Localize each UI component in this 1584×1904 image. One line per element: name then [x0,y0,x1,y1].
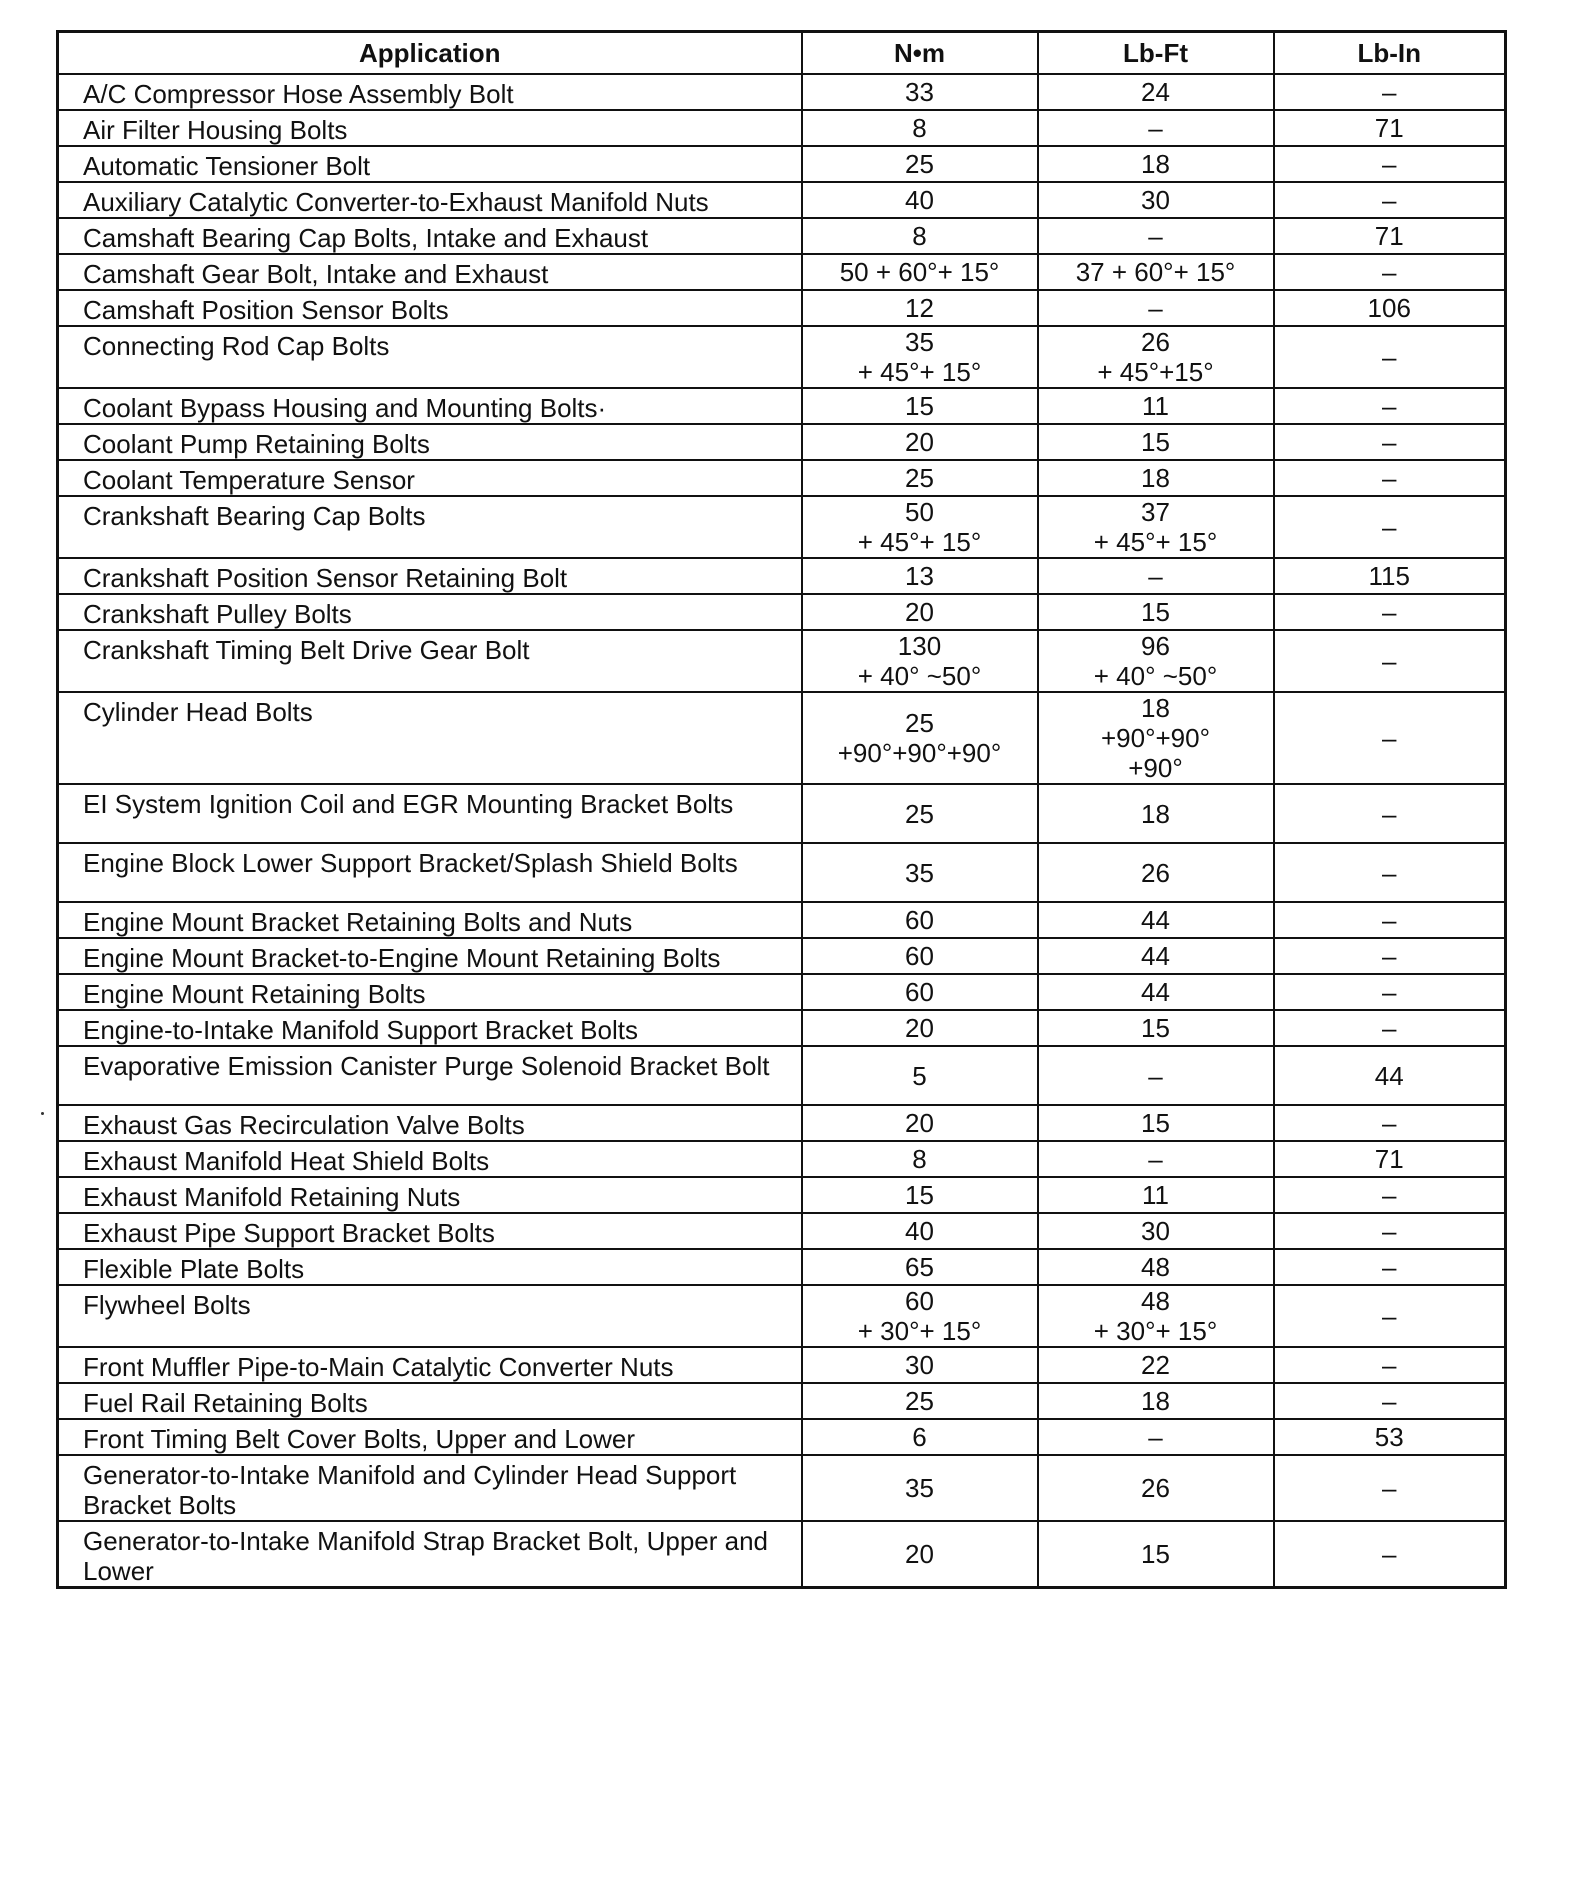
table-row [58,1046,1506,1105]
table-row [58,254,1506,290]
cell-lb-ft: 15 [1038,594,1274,630]
cell-lb-ft: 37 + 45°+ 15° [1038,496,1274,558]
cell-application: Front Timing Belt Cover Bolts, Upper and Lower [58,1419,802,1455]
cell-nm: 25 [802,146,1038,182]
header-application: Application [58,32,802,75]
cell-application: Engine Mount Bracket-to-Engine Mount Retaining Bolts [58,938,802,974]
cell-application: Engine Mount Retaining Bolts [58,974,802,1010]
cell-lb-in: – [1274,843,1506,902]
cell-lb-ft: – [1038,290,1274,326]
cell-nm: 20 [802,594,1038,630]
cell-lb-in: – [1274,784,1506,843]
table-row [58,1419,1506,1455]
cell-application: A/C Compressor Hose Assembly Bolt [58,74,802,110]
cell-nm: 33 [802,74,1038,110]
cell-lb-in: – [1274,1010,1506,1046]
table-row [58,1383,1506,1419]
cell-nm: 20 [802,424,1038,460]
cell-application: Camshaft Bearing Cap Bolts, Intake and Exhaust [58,218,802,254]
cell-application: Exhaust Manifold Heat Shield Bolts [58,1141,802,1177]
cell-lb-in: – [1274,1177,1506,1213]
cell-application: Connecting Rod Cap Bolts [58,326,802,388]
cell-lb-in: – [1274,1521,1506,1588]
cell-lb-ft: 18 [1038,146,1274,182]
cell-lb-in: – [1274,182,1506,218]
cell-lb-ft: – [1038,1419,1274,1455]
cell-lb-in: – [1274,1213,1506,1249]
cell-nm: 40 [802,1213,1038,1249]
cell-lb-in: – [1274,594,1506,630]
table-row [58,218,1506,254]
cell-nm: 65 [802,1249,1038,1285]
table-row [58,784,1506,843]
cell-nm: 40 [802,182,1038,218]
cell-nm: 35 [802,1455,1038,1521]
cell-lb-ft: 48 + 30°+ 15° [1038,1285,1274,1347]
cell-lb-in: – [1274,974,1506,1010]
cell-lb-in: – [1274,1455,1506,1521]
table-row [58,1177,1506,1213]
cell-application: Fuel Rail Retaining Bolts [58,1383,802,1419]
cell-application: Coolant Temperature Sensor [58,460,802,496]
cell-nm: 13 [802,558,1038,594]
table-row [58,1285,1506,1347]
table-row [58,388,1506,424]
table-row [58,326,1506,388]
cell-lb-ft: 26 [1038,843,1274,902]
cell-lb-ft: 30 [1038,1213,1274,1249]
cell-nm: 20 [802,1105,1038,1141]
table-row [58,290,1506,326]
cell-lb-ft: 11 [1038,1177,1274,1213]
cell-nm: 50 + 60°+ 15° [802,254,1038,290]
cell-lb-in: – [1274,1285,1506,1347]
cell-lb-ft: – [1038,218,1274,254]
table-row [58,630,1506,692]
cell-nm: 15 [802,388,1038,424]
table-row [58,182,1506,218]
cell-lb-ft: 44 [1038,938,1274,974]
cell-lb-in: – [1274,692,1506,784]
cell-lb-in: – [1274,74,1506,110]
cell-nm: 8 [802,218,1038,254]
table-row [58,424,1506,460]
table-row [58,902,1506,938]
cell-lb-ft: 37 + 60°+ 15° [1038,254,1274,290]
table-row [58,460,1506,496]
cell-application: Crankshaft Position Sensor Retaining Bolt [58,558,802,594]
cell-lb-in: – [1274,424,1506,460]
cell-lb-ft: – [1038,1046,1274,1105]
cell-application: Engine-to-Intake Manifold Support Bracket Bolts [58,1010,802,1046]
table-row [58,496,1506,558]
cell-application: Engine Block Lower Support Bracket/Splash Shield Bolts [58,843,802,902]
cell-application: Exhaust Pipe Support Bracket Bolts [58,1213,802,1249]
cell-application: Engine Mount Bracket Retaining Bolts and Nuts [58,902,802,938]
cell-nm: 20 [802,1521,1038,1588]
cell-nm: 15 [802,1177,1038,1213]
cell-nm: 25 [802,1383,1038,1419]
cell-lb-ft: 44 [1038,974,1274,1010]
cell-application: Evaporative Emission Canister Purge Solenoid Bracket Bolt [58,1046,802,1105]
cell-lb-ft: 15 [1038,424,1274,460]
cell-application: Camshaft Gear Bolt, Intake and Exhaust [58,254,802,290]
cell-lb-in: – [1274,496,1506,558]
cell-lb-ft: 18 [1038,784,1274,843]
cell-nm: 130 + 40° ~50° [802,630,1038,692]
table-row [58,1455,1506,1521]
table-row [58,692,1506,784]
cell-lb-in: 71 [1274,110,1506,146]
table-row [58,1105,1506,1141]
cell-lb-ft: 96 + 40° ~50° [1038,630,1274,692]
table-row [58,938,1506,974]
cell-nm: 25 [802,784,1038,843]
torque-spec-table [56,30,1507,1589]
cell-lb-ft: 15 [1038,1521,1274,1588]
table-row [58,843,1506,902]
table-row [58,1213,1506,1249]
cell-application: Automatic Tensioner Bolt [58,146,802,182]
table-row [58,1141,1506,1177]
cell-nm: 60 [802,974,1038,1010]
cell-application: Exhaust Gas Recirculation Valve Bolts [58,1105,802,1141]
cell-application: Crankshaft Pulley Bolts [58,594,802,630]
cell-lb-in: 115 [1274,558,1506,594]
cell-lb-ft: 18 [1038,1383,1274,1419]
cell-lb-in: 44 [1274,1046,1506,1105]
cell-nm: 20 [802,1010,1038,1046]
cell-lb-in: 53 [1274,1419,1506,1455]
cell-lb-ft: 26 + 45°+15° [1038,326,1274,388]
cell-application: Exhaust Manifold Retaining Nuts [58,1177,802,1213]
cell-lb-in: – [1274,1105,1506,1141]
cell-nm: 50 + 45°+ 15° [802,496,1038,558]
cell-lb-in: 71 [1274,1141,1506,1177]
cell-lb-in: – [1274,938,1506,974]
cell-nm: 35 + 45°+ 15° [802,326,1038,388]
cell-application: Flexible Plate Bolts [58,1249,802,1285]
table-row [58,558,1506,594]
cell-lb-ft: – [1038,110,1274,146]
cell-lb-ft: – [1038,1141,1274,1177]
cell-application: Cylinder Head Bolts [58,692,802,784]
cell-nm: 60 [802,938,1038,974]
cell-nm: 8 [802,1141,1038,1177]
cell-nm: 35 [802,843,1038,902]
cell-lb-ft: 48 [1038,1249,1274,1285]
table-row [58,1347,1506,1383]
cell-application: Auxiliary Catalytic Converter-to-Exhaust Manifold Nuts [58,182,802,218]
cell-lb-ft: 26 [1038,1455,1274,1521]
cell-lb-in: – [1274,146,1506,182]
cell-lb-in: – [1274,326,1506,388]
stray-mark [41,1112,44,1115]
cell-lb-ft: 30 [1038,182,1274,218]
cell-lb-ft: 11 [1038,388,1274,424]
cell-lb-ft: 22 [1038,1347,1274,1383]
cell-nm: 5 [802,1046,1038,1105]
cell-lb-in: 71 [1274,218,1506,254]
cell-lb-ft: 18 [1038,460,1274,496]
table-row [58,110,1506,146]
cell-application: Air Filter Housing Bolts [58,110,802,146]
cell-lb-in: 106 [1274,290,1506,326]
cell-application: Generator-to-Intake Manifold Strap Bracket Bolt, Upper and Lower [58,1521,802,1588]
cell-application: Crankshaft Timing Belt Drive Gear Bolt [58,630,802,692]
cell-lb-ft: 24 [1038,74,1274,110]
table-row [58,974,1506,1010]
cell-lb-in: – [1274,254,1506,290]
cell-nm: 25 +90°+90°+90° [802,692,1038,784]
cell-nm: 25 [802,460,1038,496]
cell-lb-ft: 18 +90°+90° +90° [1038,692,1274,784]
table-row [58,1521,1506,1588]
cell-application: Front Muffler Pipe-to-Main Catalytic Converter Nuts [58,1347,802,1383]
cell-lb-in: – [1274,388,1506,424]
cell-lb-in: – [1274,630,1506,692]
cell-application: Crankshaft Bearing Cap Bolts [58,496,802,558]
cell-lb-ft: – [1038,558,1274,594]
header-row [58,32,1506,75]
cell-lb-ft: 15 [1038,1010,1274,1046]
cell-lb-in: – [1274,1383,1506,1419]
cell-nm: 8 [802,110,1038,146]
cell-nm: 60 + 30°+ 15° [802,1285,1038,1347]
table-row [58,146,1506,182]
cell-nm: 6 [802,1419,1038,1455]
cell-application: Flywheel Bolts [58,1285,802,1347]
table-row [58,74,1506,110]
cell-nm: 60 [802,902,1038,938]
cell-application: Coolant Pump Retaining Bolts [58,424,802,460]
cell-lb-in: – [1274,1249,1506,1285]
table-row [58,594,1506,630]
cell-lb-ft: 15 [1038,1105,1274,1141]
table-row [58,1249,1506,1285]
table-row [58,1010,1506,1046]
cell-nm: 12 [802,290,1038,326]
header-nm: N•m [802,32,1038,75]
cell-application: Coolant Bypass Housing and Mounting Bolts· [58,388,802,424]
cell-application: Generator-to-Intake Manifold and Cylinder Head Support Bracket Bolts [58,1455,802,1521]
cell-lb-ft: 44 [1038,902,1274,938]
cell-application: EI System Ignition Coil and EGR Mounting Bracket Bolts [58,784,802,843]
cell-lb-in: – [1274,460,1506,496]
cell-nm: 30 [802,1347,1038,1383]
header-lb-ft: Lb-Ft [1038,32,1274,75]
cell-application: Camshaft Position Sensor Bolts [58,290,802,326]
header-lb-in: Lb-In [1274,32,1506,75]
cell-lb-in: – [1274,1347,1506,1383]
cell-lb-in: – [1274,902,1506,938]
